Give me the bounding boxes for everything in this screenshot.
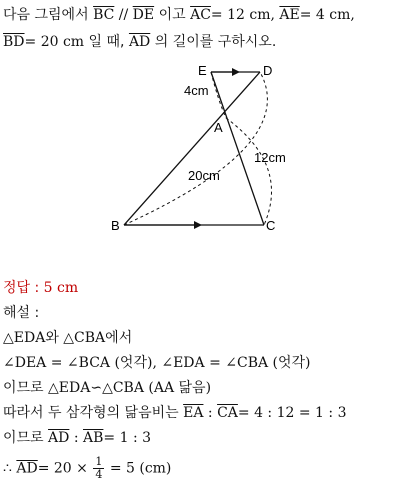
segment-de: $\overline{DE}$	[132, 7, 155, 23]
question-text: 다음 그림에서	[3, 7, 89, 23]
segment-ad: $\overline{AD}$	[16, 460, 38, 477]
ratio-colon: :	[207, 405, 213, 421]
segment-ec	[211, 72, 264, 225]
length-bd: 20cm	[188, 168, 220, 183]
question-text: 의 길이를 구하시오.	[154, 34, 277, 50]
ae-length: = 4 cm,	[299, 7, 355, 23]
solution-heading: 해설 :	[3, 305, 40, 321]
geometry-figure	[0, 55, 400, 255]
label-b: B	[111, 218, 120, 233]
solution-line-1: △EDA와 △CBA에서	[3, 330, 133, 346]
ac-length: = 12 cm,	[210, 7, 275, 23]
solution-text: 따라서 두 삼각형의 닮음비는	[3, 405, 179, 421]
question-text: 이고	[158, 7, 186, 23]
question-line-2	[3, 32, 276, 52]
fraction-denominator: 4	[95, 468, 103, 481]
fraction	[93, 456, 104, 481]
equation-part: = 20 ×	[37, 460, 88, 477]
solution-line-4	[3, 403, 346, 423]
answer-value: 5 cm	[43, 280, 79, 296]
length-ac: 12cm	[254, 150, 286, 165]
segment-ae: $\overline{AE}$	[279, 7, 300, 23]
parallel-symbol: //	[118, 7, 129, 23]
segment-ad: $\overline{AD}$	[128, 34, 151, 50]
segment-ea: $\overline{EA}$	[183, 405, 204, 421]
ratio-value: = 4 : 12 = 1 : 3	[237, 405, 347, 421]
solution-text: 이므로	[3, 430, 44, 446]
ratio-colon: :	[73, 430, 79, 446]
length-ae: 4cm	[184, 83, 209, 98]
segment-ca: $\overline{CA}$	[217, 405, 238, 421]
segment-ad: $\overline{AD}$	[48, 430, 70, 446]
label-a: A	[214, 120, 223, 135]
ratio-value: = 1 : 3	[103, 430, 152, 446]
label-c: C	[266, 218, 276, 233]
solution-line-2: ∠DEA = ∠BCA (엇각), ∠EDA = ∠CBA (엇각)	[3, 355, 311, 371]
question-line-1	[3, 5, 355, 25]
segment-bd: $\overline{BD}$	[3, 34, 25, 50]
therefore-symbol: ∴	[3, 460, 12, 477]
label-e: E	[198, 63, 207, 78]
solution-line-6	[3, 456, 171, 481]
solution-line-3: 이므로 △EDA∽△CBA (AA 닮음)	[3, 380, 212, 396]
question-text: 일 때,	[88, 34, 125, 50]
segment-ac: $\overline{AC}$	[190, 7, 211, 23]
fraction-numerator: 1	[95, 455, 103, 468]
answer-line	[3, 278, 78, 298]
label-d: D	[263, 63, 273, 78]
segment-ab: $\overline{AB}$	[83, 430, 104, 446]
equation-result: = 5 (cm)	[109, 460, 172, 477]
solution-line-5	[3, 428, 151, 448]
bd-length: = 20 cm	[24, 34, 85, 50]
answer-label: 정답 :	[3, 280, 40, 296]
segment-bc: $\overline{BC}$	[93, 7, 115, 23]
